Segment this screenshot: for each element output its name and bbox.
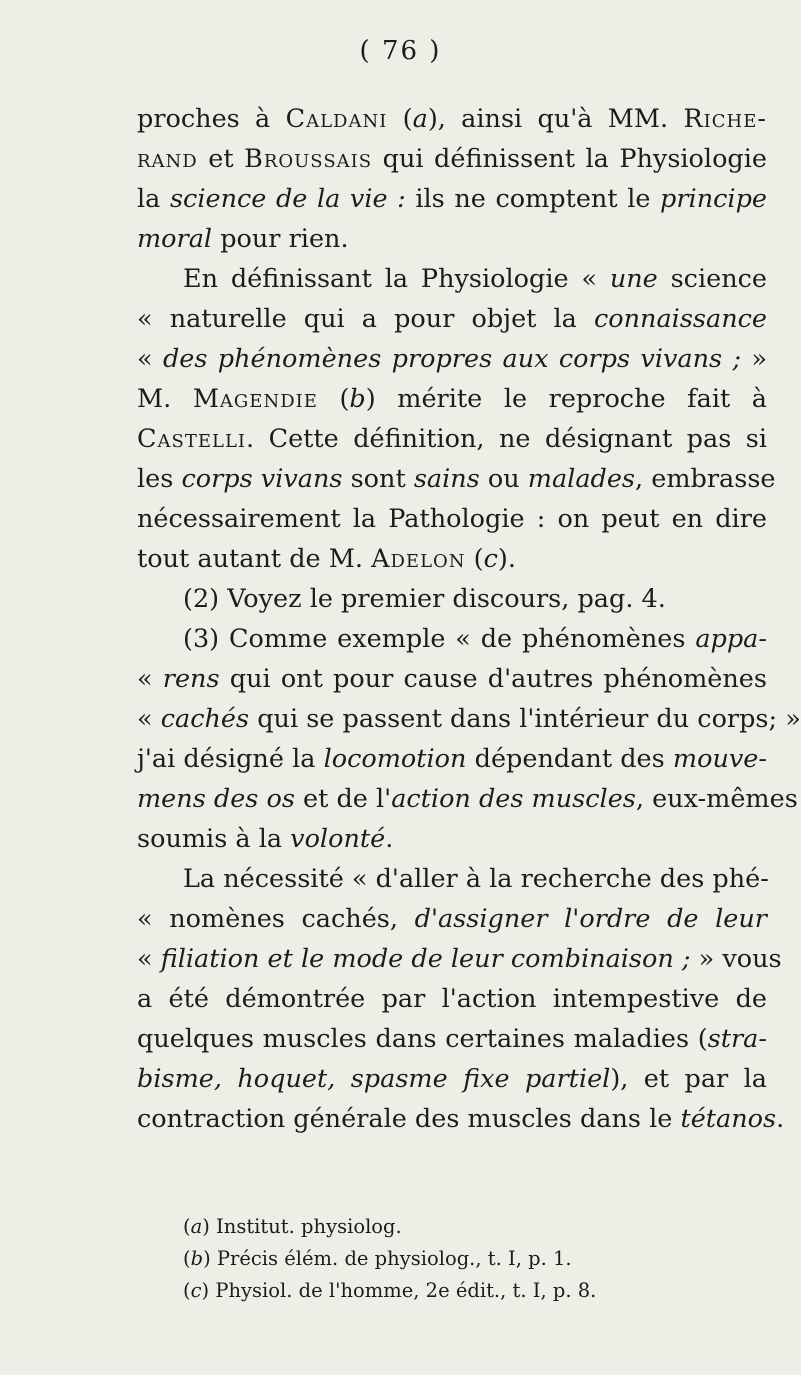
text-run: ) mérite le reproche fait à	[365, 384, 768, 414]
text-run: proches à	[137, 104, 286, 134]
text-run: et	[197, 144, 245, 174]
small-caps-name: Riche-	[683, 104, 767, 134]
text-run: (3) Comme exemple « de phénomènes	[183, 624, 696, 654]
italic-text: rens	[162, 664, 220, 694]
italic-text: des phénomènes propres aux corps vivans ;	[162, 344, 742, 374]
small-caps-name: Magendie	[192, 384, 318, 414]
text-run: soumis à la	[137, 824, 291, 854]
text-run: tout autant de M.	[137, 544, 372, 574]
italic-text: c	[483, 544, 498, 574]
text-run: «	[137, 664, 163, 694]
text-line	[137, 779, 798, 819]
italic-text: mens des os	[137, 784, 295, 814]
small-caps-name: rand	[137, 144, 198, 174]
italic-text: connaissance	[593, 304, 767, 334]
italic-text: bisme, hoquet, spasme fixe partiel	[137, 1064, 611, 1094]
text-run: nécessairement la Pathologie : on peut en dire	[137, 504, 767, 534]
italic-text: corps vivans	[181, 464, 343, 494]
text-run: ) Précis élém. de physiolog., t. I, p. 1.	[203, 1247, 572, 1270]
text-line	[137, 419, 767, 459]
text-run: j'ai désigné la	[137, 744, 324, 774]
text-run: contraction générale des muscles dans le	[137, 1104, 681, 1134]
text-run: qui se passent dans l'intérieur du corps; »	[249, 704, 801, 734]
italic-text: locomotion	[323, 744, 467, 774]
text-run: et de l'	[294, 784, 392, 814]
text-run: ), et par la	[610, 1064, 767, 1094]
text-run: , eux-mêmes	[635, 784, 798, 814]
page-number: ( 76 )	[359, 36, 442, 66]
text-run: (	[465, 544, 484, 574]
text-line	[137, 179, 767, 219]
text-run: (	[317, 384, 350, 414]
text-run: .	[385, 824, 394, 854]
text-run: (2) Voyez le premier discours, pag. 4.	[183, 584, 666, 614]
text-run: »	[741, 344, 767, 374]
small-caps-name: Caldani	[285, 104, 388, 134]
italic-text: science de la vie :	[169, 184, 406, 214]
text-run: ) Institut. physiolog.	[202, 1215, 402, 1238]
text-run: En définissant la Physiologie «	[183, 264, 610, 294]
italic-text: tétanos	[680, 1104, 777, 1134]
italic-text: action des muscles	[391, 784, 636, 814]
text-run: ils ne comptent le	[405, 184, 661, 214]
text-line	[137, 99, 767, 139]
text-run: quelques muscles dans certaines maladies (	[137, 1024, 708, 1054]
text-run: «	[137, 704, 161, 734]
text-line	[137, 1059, 767, 1099]
text-run: (	[183, 1215, 191, 1238]
footnote	[183, 1244, 572, 1274]
italic-text: a	[190, 1215, 203, 1238]
text-run: ), ainsi qu'à MM.	[427, 104, 684, 134]
italic-text: b	[349, 384, 366, 414]
italic-text: moral	[137, 224, 213, 254]
italic-text: c	[190, 1279, 202, 1302]
text-line	[137, 819, 767, 859]
text-run: ).	[497, 544, 516, 574]
text-line	[183, 259, 767, 299]
text-run: ou	[479, 464, 528, 494]
text-run: . Cette définition, ne désignant pas si	[246, 424, 767, 454]
italic-text: a	[412, 104, 428, 134]
text-run: (	[387, 104, 413, 134]
text-line	[137, 219, 767, 259]
text-line	[137, 379, 767, 419]
text-run: pour rien.	[212, 224, 349, 254]
text-line	[183, 579, 767, 619]
text-run: La nécessité « d'aller à la recherche des phé-	[183, 864, 769, 894]
text-run: (	[183, 1279, 191, 1302]
text-line	[137, 539, 767, 579]
text-run: (	[183, 1247, 191, 1270]
italic-text: mouve-	[672, 744, 767, 774]
text-run: M.	[137, 384, 193, 414]
text-line	[137, 1019, 767, 1059]
text-run: «	[137, 944, 161, 974]
text-line	[137, 979, 767, 1019]
text-run: la	[137, 184, 170, 214]
italic-text: d'assigner l'ordre de leur	[414, 904, 767, 934]
text-run: .	[776, 1104, 785, 1134]
italic-text: une	[609, 264, 658, 294]
small-caps-name: Adelon	[371, 544, 466, 574]
italic-text: malades	[527, 464, 636, 494]
text-line	[183, 859, 767, 899]
text-run: «	[137, 344, 163, 374]
text-run: ) Physiol. de l'homme, 2e édit., t. I, p. 8.	[201, 1279, 597, 1302]
text-line	[137, 699, 801, 739]
text-run: « nomènes cachés,	[137, 904, 415, 934]
small-caps-name: Castelli	[137, 424, 247, 454]
text-run: science	[657, 264, 767, 294]
text-run: , embrasse	[635, 464, 776, 494]
italic-text: cachés	[160, 704, 250, 734]
text-line	[137, 499, 767, 539]
text-run: les	[137, 464, 182, 494]
italic-text: volonté	[290, 824, 386, 854]
italic-text: appa-	[695, 624, 767, 654]
text-run: « naturelle qui a pour objet la	[137, 304, 594, 334]
text-line	[137, 899, 767, 939]
text-line	[137, 739, 767, 779]
text-line	[137, 339, 767, 379]
italic-text: sains	[413, 464, 480, 494]
footnote	[183, 1276, 596, 1306]
text-run: qui ont pour cause d'autres phénomènes	[219, 664, 767, 694]
italic-text: stra-	[707, 1024, 767, 1054]
italic-text: principe	[660, 184, 767, 214]
text-run: dépendant des	[466, 744, 673, 774]
footnote	[183, 1212, 402, 1242]
text-run: » vous	[690, 944, 782, 974]
text-line	[137, 1099, 785, 1139]
text-line	[183, 619, 767, 659]
text-run: sont	[342, 464, 414, 494]
text-line	[137, 939, 782, 979]
italic-text: filiation et le mode de leur combinaison ;	[160, 944, 691, 974]
text-line	[137, 299, 767, 339]
small-caps-name: Broussais	[244, 144, 373, 174]
text-line	[137, 459, 776, 499]
italic-text: b	[190, 1247, 204, 1270]
text-run: a été démontrée par l'action intempestive de	[137, 984, 767, 1014]
text-run: qui définissent la Physiologie	[372, 144, 767, 174]
text-line	[137, 659, 767, 699]
text-line	[137, 139, 767, 179]
